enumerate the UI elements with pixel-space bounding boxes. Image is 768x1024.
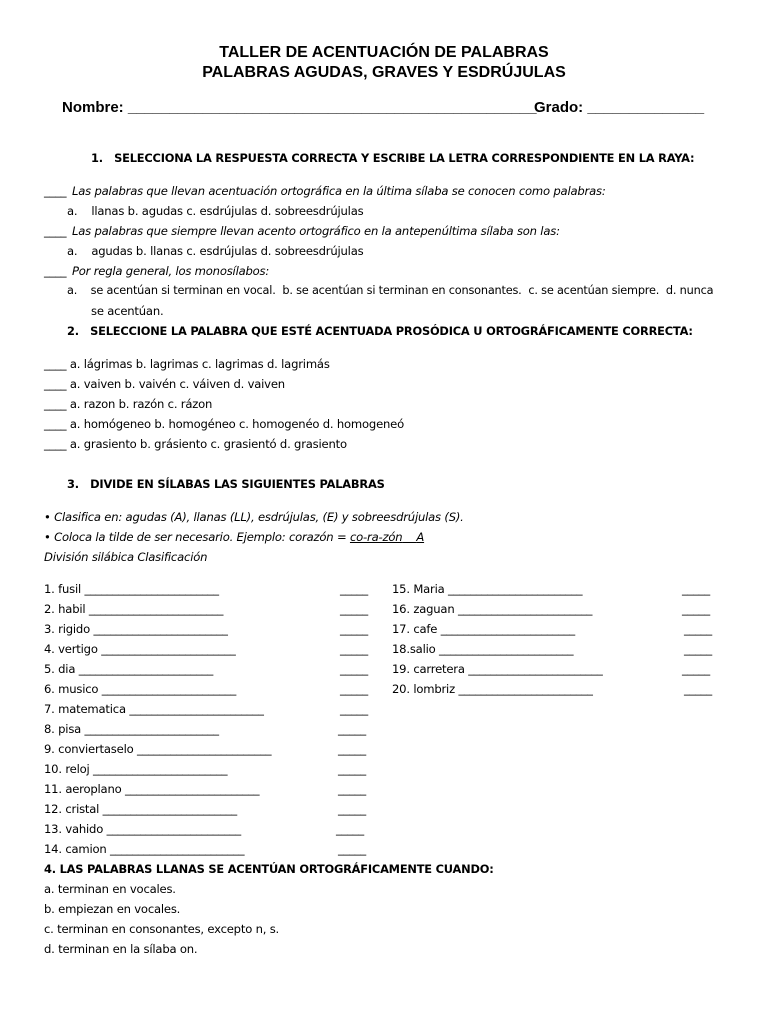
- s3-instruction-2-prefix: • Coloca la tilde de ser necesario. Ejemplo: corazón =: [44, 530, 350, 544]
- classification-blank: _____: [684, 682, 712, 696]
- word-item: 8. pisa ________________________: [44, 722, 219, 736]
- word-item: 13. vahido ________________________: [44, 822, 241, 836]
- section-3-heading: 3. DIVIDE EN SÍLABAS LAS SIGUIENTES PALABRAS: [67, 477, 385, 491]
- s4-option: c. terminan en consonantes, excepto n, s.: [44, 922, 280, 936]
- s3-instruction-2: [44, 530, 424, 544]
- s2-item: ____ a. lágrimas b. lagrimas c. lagrimas d. lagrimás: [44, 357, 330, 371]
- section-2-heading: 2. SELECCIONE LA PALABRA QUE ESTÉ ACENTUADA PROSÓDICA U ORTOGRÁFICAMENTE CORRECTA:: [67, 324, 693, 338]
- classification-blank: _____: [684, 642, 712, 656]
- s2-item: ____ a. grasiento b. grásiento c. grasientó d. grasiento: [44, 437, 347, 451]
- word-item: 4. vertigo ________________________: [44, 642, 236, 656]
- word-item: 2. habil ________________________: [44, 602, 224, 616]
- word-item: 19. carretera ________________________: [392, 662, 603, 676]
- classification-blank: _____: [340, 662, 368, 676]
- classification-blank: _____: [682, 582, 710, 596]
- word-item: 6. musico ________________________: [44, 682, 237, 696]
- title-line-2: PALABRAS AGUDAS, GRAVES Y ESDRÚJULAS: [202, 64, 566, 81]
- classification-blank: _____: [340, 602, 368, 616]
- q2-blank: ____: [44, 224, 67, 238]
- q2-text: Las palabras que siempre llevan acento ortográfico en la antepenúltima sílaba son las:: [72, 224, 560, 238]
- classification-blank: _____: [338, 802, 366, 816]
- s3-example-class: A: [416, 530, 425, 544]
- s4-option: a. terminan en vocales.: [44, 882, 176, 896]
- classification-blank: _____: [338, 722, 366, 736]
- classification-blank: _____: [340, 622, 368, 636]
- word-item: 7. matematica ________________________: [44, 702, 264, 716]
- name-field-label: Nombre: _________________________________________________: [62, 99, 537, 116]
- classification-blank: _____: [338, 762, 366, 776]
- q3-blank: ____: [44, 264, 67, 278]
- classification-blank: _____: [340, 682, 368, 696]
- s2-item: ____ a. razon b. razón c. rázon: [44, 397, 213, 411]
- word-item: 5. dia ________________________: [44, 662, 214, 676]
- section-1-heading: 1. SELECCIONA LA RESPUESTA CORRECTA Y ESCRIBE LA LETRA CORRESPONDIENTE EN LA RAYA:: [91, 151, 695, 165]
- word-item: 9. conviertaselo ________________________: [44, 742, 272, 756]
- q2-options: a. agudas b. llanas c. esdrújulas d. sobreesdrújulas: [67, 244, 364, 258]
- classification-blank: _____: [340, 582, 368, 596]
- classification-blank: _____: [682, 662, 710, 676]
- section-4-heading: 4. LAS PALABRAS LLANAS SE ACENTÚAN ORTOGRÁFICAMENTE CUANDO:: [44, 862, 494, 876]
- word-item: 17. cafe ________________________: [392, 622, 576, 636]
- classification-blank: _____: [340, 642, 368, 656]
- q3-options-line-1: a. se acentúan si terminan en vocal. b. se acentúan si terminan en consonantes. c. se acentúan siempre. d. nunca: [67, 284, 714, 297]
- word-item: 10. reloj ________________________: [44, 762, 228, 776]
- word-item: 11. aeroplano ________________________: [44, 782, 260, 796]
- word-item: 20. lombriz ________________________: [392, 682, 593, 696]
- q1-text: Las palabras que llevan acentuación ortográfica en la última sílaba se conocen como palabras:: [72, 184, 606, 198]
- word-item: 16. zaguan ________________________: [392, 602, 593, 616]
- classification-blank: _____: [340, 702, 368, 716]
- word-item: 18.salio ________________________: [392, 642, 574, 656]
- s4-option: b. empiezan en vocales.: [44, 902, 181, 916]
- word-item: 1. fusil ________________________: [44, 582, 219, 596]
- word-item: 3. rigido ________________________: [44, 622, 228, 636]
- grade-field-label: Grado: ______________: [534, 99, 705, 116]
- s2-item: ____ a. vaiven b. vaivén c. váiven d. vaiven: [44, 377, 285, 391]
- title-line-1: TALLER DE ACENTUACIÓN DE PALABRAS: [219, 44, 549, 61]
- q1-blank: ____: [44, 184, 67, 198]
- word-item: 12. cristal ________________________: [44, 802, 238, 816]
- s3-instruction-1: • Clasifica en: agudas (A), llanas (LL), esdrújulas, (E) y sobreesdrújulas (S).: [44, 510, 464, 524]
- classification-blank: _____: [336, 822, 364, 836]
- word-item: 14. camion ________________________: [44, 842, 245, 856]
- q3-text: Por regla general, los monosílabos:: [72, 264, 270, 278]
- s4-option: d. terminan en la sílaba on.: [44, 942, 198, 956]
- classification-blank: _____: [684, 622, 712, 636]
- classification-blank: _____: [338, 742, 366, 756]
- s3-example-syllables: co-ra-zón: [349, 530, 403, 544]
- q1-options: a. llanas b. agudas c. esdrújulas d. sobreesdrújulas: [67, 204, 364, 218]
- s2-item: ____ a. homógeneo b. homogéneo c. homogenéo d. homogeneó: [44, 417, 404, 431]
- q3-options-line-2: se acentúan.: [91, 304, 164, 318]
- s3-subheading: División silábica Clasificación: [44, 550, 208, 564]
- classification-blank: _____: [338, 782, 366, 796]
- classification-blank: _____: [338, 842, 366, 856]
- word-item: 15. Maria ________________________: [392, 582, 583, 596]
- classification-blank: _____: [682, 602, 710, 616]
